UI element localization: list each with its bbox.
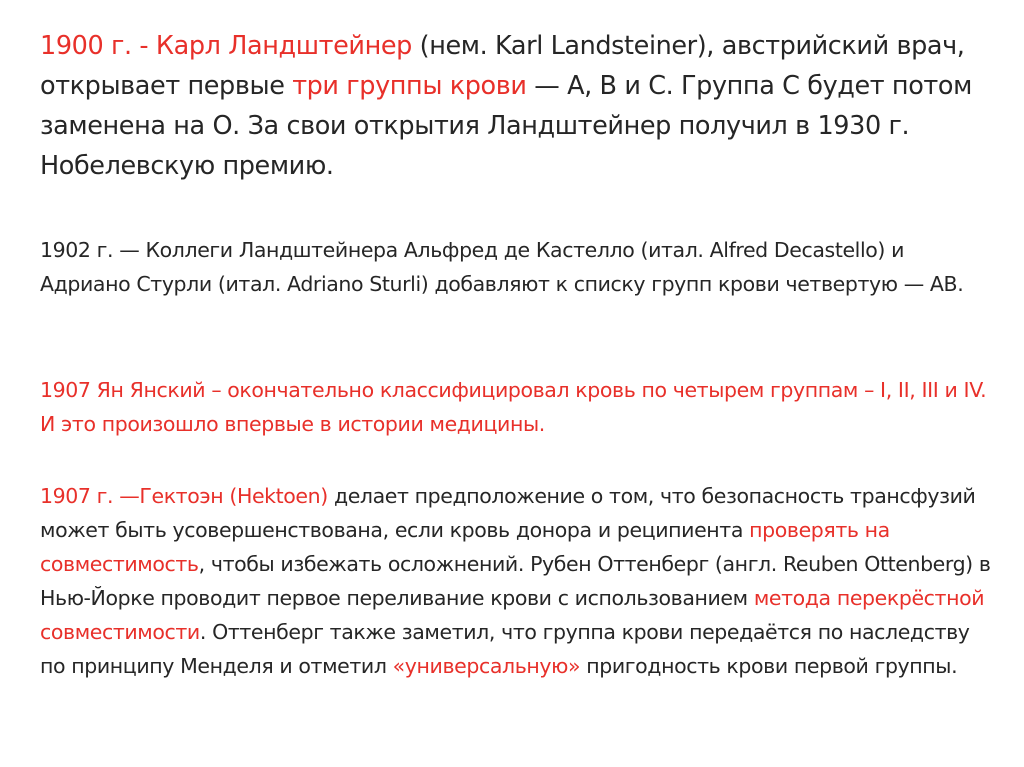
text-segment: (нем. Karl Landsteiner), австрийский врач, открывает первые: [40, 31, 965, 101]
paragraph-1907-hektoen: [40, 479, 1000, 683]
highlight-1900-landsteiner: 1900 г. - Карл Ландштейнер: [40, 31, 412, 61]
paragraph-1900-landsteiner: [40, 26, 1000, 186]
paragraph-1902-decastello: [40, 233, 1000, 301]
text-segment: пригодность крови первой группы.: [580, 654, 958, 678]
text-segment: — А, В и С. Группа С будет потом заменена на О. За свои открытия Ландштейнер получил в 1930 г. Нобелевскую премию.: [40, 71, 972, 181]
highlight-1907-hektoen: 1907 г. —Гектоэн (Hektoen): [40, 484, 328, 508]
text-segment: 1902 г. — Коллеги Ландштейнера Альфред де Кастелло (итал. Alfred Decastello) и Адриано Стурли (итал. Adriano Sturli) добавляют к списку групп крови четвертую — АВ.: [40, 238, 964, 296]
highlight-jansky: 1907 Ян Янский – окончательно классифицировал кровь по четырем группам – I, II, III и IV. И это произошло впервые в истории медицины.: [40, 378, 987, 436]
highlight-compatibility-check: проверять на совместимость: [40, 518, 890, 576]
highlight-cross-match-method: метода перекрёстной совместимости: [40, 586, 985, 644]
text-segment: . Оттенберг также заметил, что группа крови передаётся по наследству по принципу Менделя и отметил: [40, 620, 970, 678]
highlight-three-groups: три группы крови: [292, 71, 527, 101]
highlight-universal: «универсальную»: [392, 654, 581, 678]
text-segment: делает предположение о том, что безопасность трансфузий может быть усовершенствована, если кровь донора и реципиента: [40, 484, 976, 542]
paragraph-1907-jansky: [40, 373, 1000, 441]
text-segment: , чтобы избежать осложнений. Рубен Оттенберг (англ. Reuben Ottenberg) в Нью-Йорке проводит первое переливание крови с использованием: [40, 552, 991, 610]
